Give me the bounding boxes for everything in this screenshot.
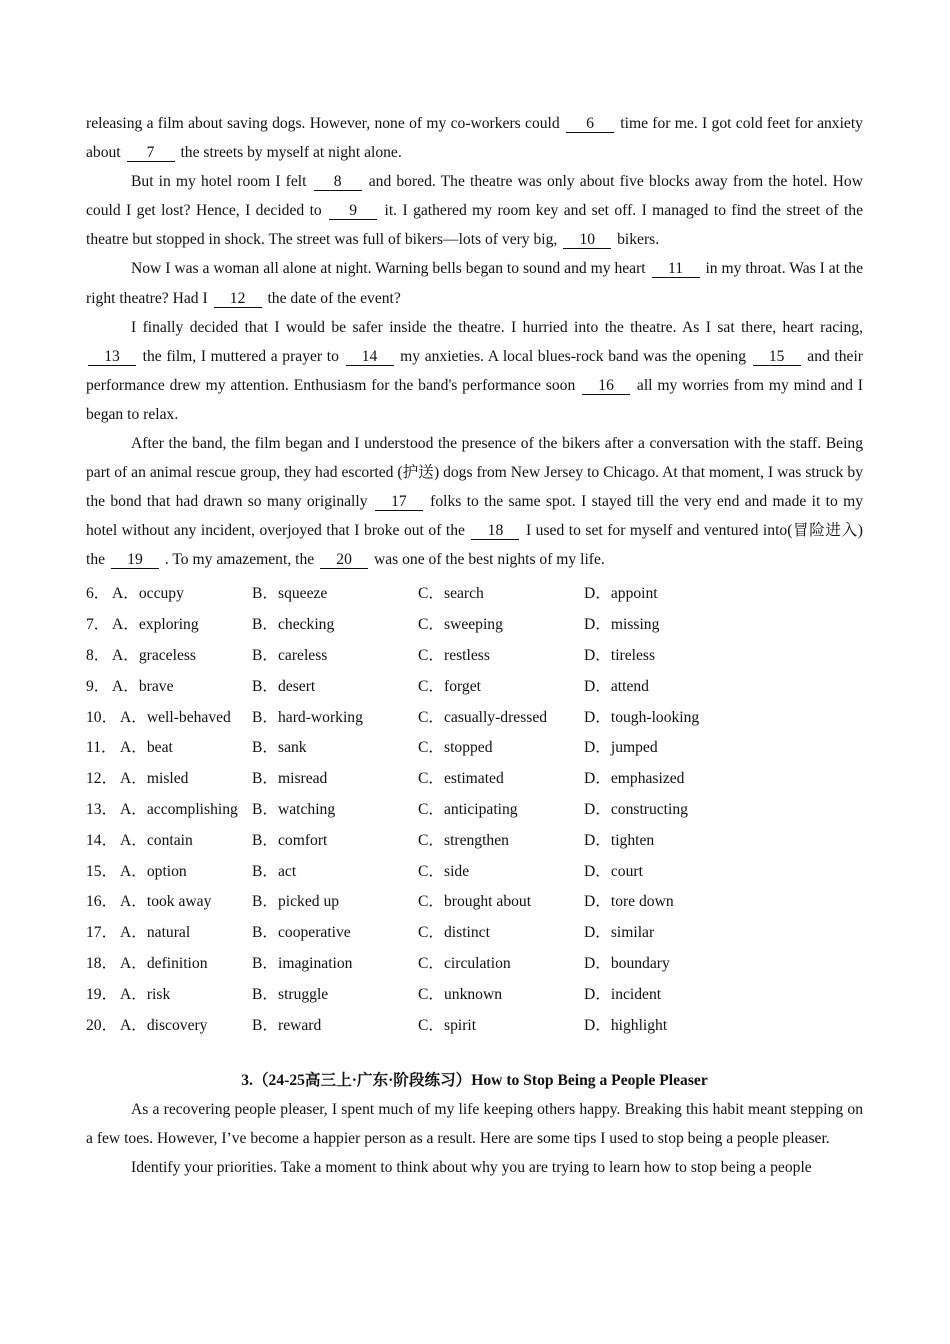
- question-row: 10． A．well-behaved B．hard-working C．casually-dressed D．tough-looking: [86, 700, 863, 731]
- text-run: releasing a film about saving dogs. However, none of my co-workers could: [86, 115, 564, 132]
- option-a: A．natural: [120, 924, 191, 942]
- question-row: 7． A．exploring B．checking C．sweeping D．missing: [86, 608, 863, 639]
- option-c: C．stopped: [418, 739, 493, 757]
- option-d: D．appoint: [584, 585, 658, 603]
- option-c: C．distinct: [418, 924, 490, 942]
- option-d: D．tireless: [584, 646, 656, 664]
- option-b: B．careless: [252, 646, 328, 664]
- option-b: B．sank: [252, 739, 307, 757]
- option-a: A．contain: [120, 831, 193, 849]
- option-d: D．tighten: [584, 831, 655, 849]
- option-a: A．took away: [120, 893, 212, 911]
- text-run: and their performance drew my attention. Enthusiasm for the band's performance soon: [86, 347, 864, 394]
- text-run: the streets by myself at night alone.: [176, 144, 402, 162]
- paragraph: [86, 109, 863, 167]
- option-b: B．comfort: [252, 831, 328, 849]
- answer-blank: 15: [753, 349, 801, 366]
- paragraph: [86, 167, 863, 254]
- paragraph: Identify your priorities. Take a moment to think about why you are trying to learn how to stop being a people: [131, 1159, 812, 1177]
- option-b: B．checking: [252, 616, 335, 634]
- option-a: A．definition: [120, 954, 208, 972]
- option-d: D．jumped: [584, 739, 658, 757]
- text-run: I used to set for myself and ventured into(冒险进入) the: [86, 522, 863, 569]
- option-a: A．accomplishing: [120, 800, 238, 818]
- option-c: C．sweeping: [418, 616, 503, 634]
- option-a: A．misled: [120, 770, 189, 788]
- option-b: B．act: [252, 862, 297, 880]
- question-row: 8． A．graceless B．careless C．restless D．tireless: [86, 639, 863, 670]
- option-b: B．misread: [252, 770, 328, 788]
- answer-blank: 19: [111, 552, 159, 569]
- option-d: D．attend: [584, 677, 649, 695]
- question-row: 12． A．misled B．misread C．estimated D．emphasized: [86, 762, 863, 793]
- option-b: B．struggle: [252, 985, 329, 1003]
- cloze-passage: [86, 109, 863, 575]
- option-c: C．search: [418, 585, 484, 603]
- option-c: C．spirit: [418, 1016, 477, 1034]
- question-row: 18． A．definition B．imagination C．circulation D．boundary: [86, 947, 863, 978]
- text-run: After the band, the film began and I understood the presence of the bikers after a conversation with the staff. Being part of an animal rescue group, they had escorted (护送) dogs from New Jersey to Chicago. At that moment, I was struck by the bond that had drawn so many originally: [86, 435, 863, 511]
- answer-blank: 12: [214, 291, 262, 308]
- question-row: 15． A．option B．act C．side D．court: [86, 854, 863, 885]
- option-d: D．incident: [584, 985, 662, 1003]
- text-run: I finally decided that I would be safer inside the theatre. I hurried into the theatre. As I sat there, heart racing,: [131, 318, 863, 336]
- option-b: B．imagination: [252, 954, 353, 972]
- option-d: D．missing: [584, 616, 660, 634]
- answer-blank: 8: [314, 174, 362, 191]
- text-run: bikers.: [613, 231, 660, 249]
- paragraph: As a recovering people pleaser, I spent much of my life keeping others happy. Breaking this habit meant stepping on a few toes. However, I’ve become a happier person as a result. Here are some tips I used to stop being a people pleaser.: [86, 1101, 863, 1148]
- option-d: D．tore down: [584, 893, 674, 911]
- option-a: A．brave: [112, 677, 174, 695]
- answer-blank: 10: [563, 232, 611, 249]
- question-options: [86, 577, 863, 1039]
- option-c: C．estimated: [418, 770, 504, 788]
- option-c: C．restless: [418, 646, 490, 664]
- text-run: the film, I muttered a prayer to: [138, 347, 344, 365]
- option-d: D．court: [584, 862, 643, 880]
- text-run: all my worries from my mind and I began to relax.: [86, 376, 863, 423]
- option-c: C．anticipating: [418, 800, 518, 818]
- answer-blank: 16: [582, 378, 630, 395]
- question-row: 17． A．natural B．cooperative C．distinct D．similar: [86, 916, 863, 947]
- answer-blank: 9: [329, 203, 377, 220]
- option-c: C．strengthen: [418, 831, 509, 849]
- text-run: time for me. I got cold feet for anxiety about: [86, 115, 863, 162]
- text-run: Now I was a woman all alone at night. Warning bells began to sound and my heart: [131, 260, 650, 278]
- option-a: A．graceless: [112, 646, 196, 664]
- option-b: B．reward: [252, 1016, 322, 1034]
- option-d: D．constructing: [584, 800, 688, 818]
- text-run: it. I gathered my room key and set off. I managed to find the street of the theatre but stopped in shock. The street was full of bikers—lots of very big,: [86, 202, 863, 249]
- answer-blank: 17: [375, 494, 423, 511]
- answer-blank: 14: [346, 349, 394, 366]
- question-row: 13． A．accomplishing B．watching C．anticipating D．constructing: [86, 793, 863, 824]
- paragraph: [86, 254, 863, 312]
- option-c: C．casually-dressed: [418, 708, 548, 726]
- question-row: 19． A．risk B．struggle C．unknown D．incident: [86, 977, 863, 1008]
- option-c: C．unknown: [418, 985, 503, 1003]
- option-a: A．occupy: [112, 585, 184, 603]
- option-a: A．beat: [120, 739, 173, 757]
- option-d: D．similar: [584, 924, 655, 942]
- option-d: D．boundary: [584, 954, 670, 972]
- text-run: my anxieties. A local blues-rock band was the opening: [395, 347, 751, 365]
- question-row: 20． A．discovery B．reward C．spirit D．highlight: [86, 1008, 863, 1039]
- option-d: D．highlight: [584, 1016, 668, 1034]
- answer-blank: 11: [652, 261, 700, 278]
- option-a: A．exploring: [112, 616, 199, 634]
- option-d: D．tough-looking: [584, 708, 700, 726]
- option-a: A．discovery: [120, 1016, 208, 1034]
- answer-blank: 7: [127, 145, 175, 162]
- question-row: 16． A．took away B．picked up C．brought about D．tore down: [86, 885, 863, 916]
- question-row: 14． A．contain B．comfort C．strengthen D．tighten: [86, 823, 863, 854]
- answer-blank: 20: [320, 552, 368, 569]
- option-b: B．watching: [252, 800, 336, 818]
- option-d: D．emphasized: [584, 770, 685, 788]
- text-run: But in my hotel room I felt: [131, 173, 312, 191]
- answer-blank: 18: [471, 523, 519, 540]
- answer-blank: 13: [88, 349, 136, 366]
- option-b: B．desert: [252, 677, 316, 695]
- option-a: A．well-behaved: [120, 708, 231, 726]
- option-b: B．cooperative: [252, 924, 351, 942]
- option-b: B．hard-working: [252, 708, 363, 726]
- text-run: . To my amazement, the: [160, 551, 319, 569]
- option-b: B．picked up: [252, 893, 340, 911]
- paragraph: [86, 313, 863, 429]
- option-a: A．option: [120, 862, 187, 880]
- option-c: C．forget: [418, 677, 481, 695]
- option-c: C．circulation: [418, 954, 511, 972]
- answer-blank: 6: [566, 116, 614, 133]
- section-3: [86, 1066, 863, 1182]
- section-title: 3.（24-25高三上·广东·阶段练习）How to Stop Being a People Pleaser: [241, 1072, 708, 1089]
- text-run: was one of the best nights of my life.: [370, 551, 605, 569]
- text-run: and bored. The theatre was only about five blocks away from the hotel. How could I get lost? Hence, I decided to: [86, 173, 863, 220]
- option-b: B．squeeze: [252, 585, 328, 603]
- text-run: the date of the event?: [263, 289, 401, 307]
- option-c: C．side: [418, 862, 470, 880]
- option-c: C．brought about: [418, 893, 532, 911]
- question-row: 6． A．occupy B．squeeze C．search D．appoint: [86, 577, 863, 608]
- paragraph: [86, 429, 863, 574]
- text-run: in my throat. Was I at the right theatre? Had I: [86, 260, 863, 307]
- option-a: A．risk: [120, 985, 171, 1003]
- question-row: 9． A．brave B．desert C．forget D．attend: [86, 669, 863, 700]
- text-run: folks to the same spot. I stayed till the very end and made it to my hotel without any incident, overjoyed that I broke out of the: [86, 493, 863, 540]
- question-row: 11． A．beat B．sank C．stopped D．jumped: [86, 731, 863, 762]
